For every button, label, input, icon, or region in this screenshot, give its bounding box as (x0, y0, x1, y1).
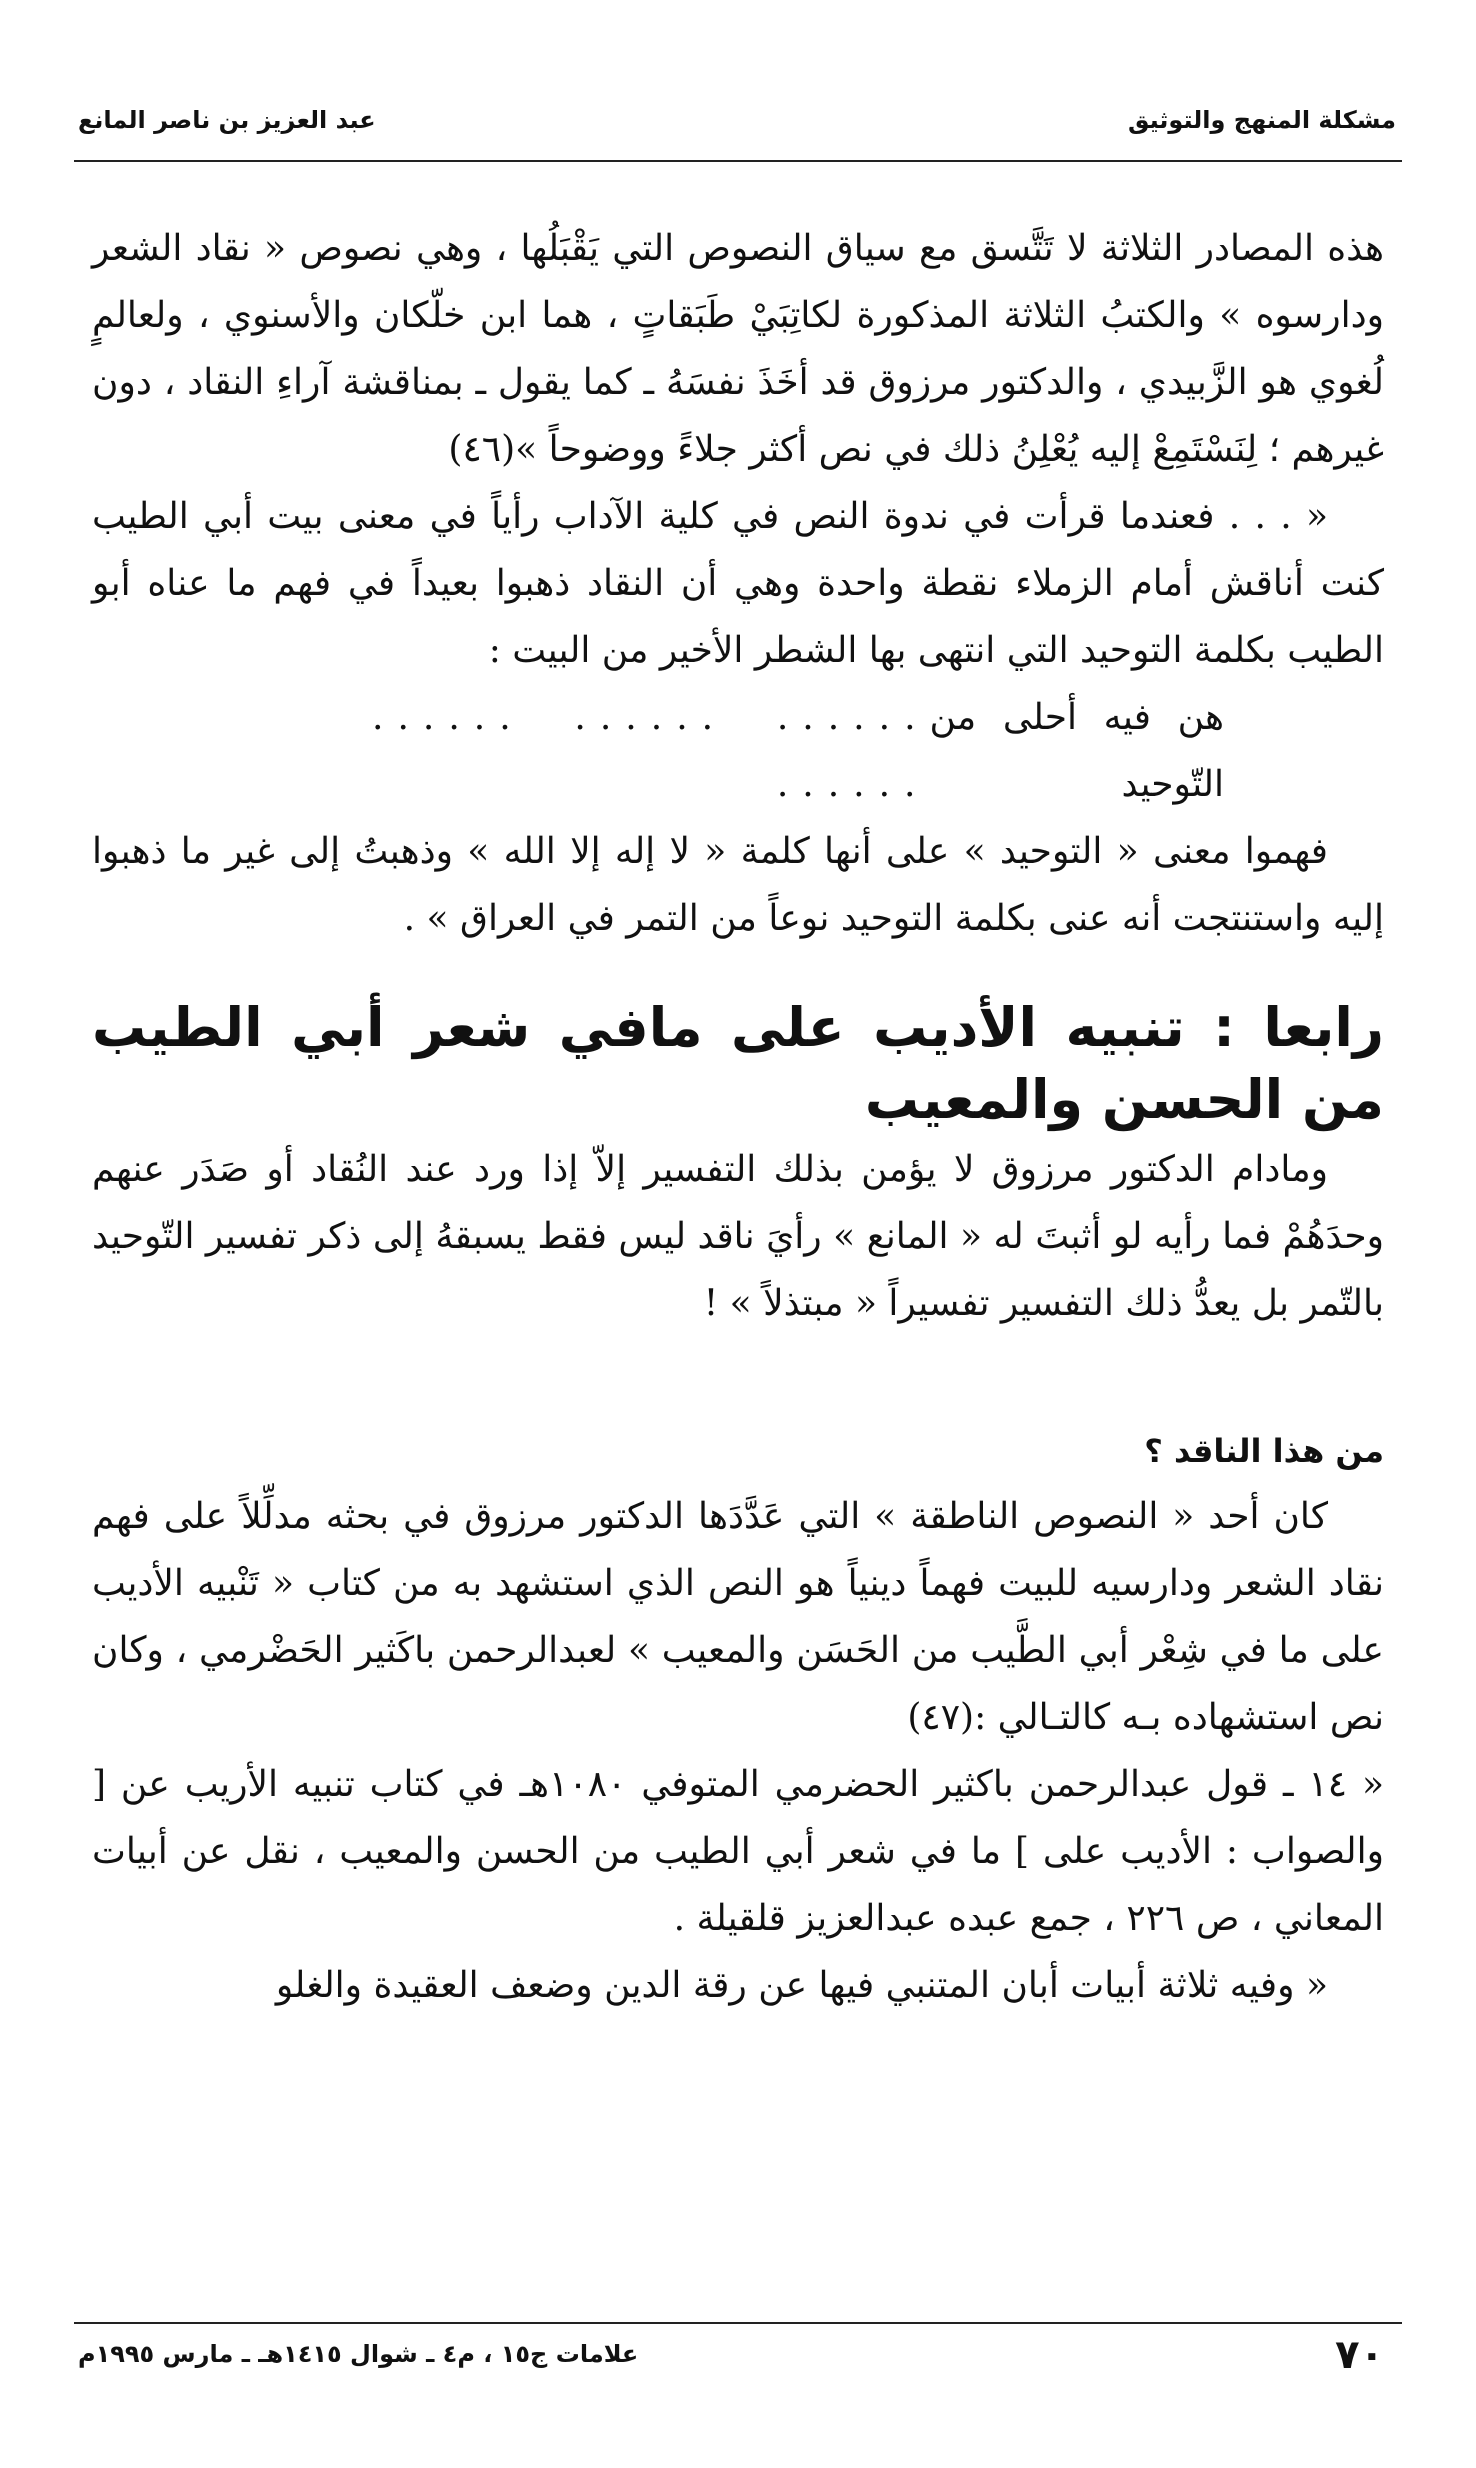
paragraph-critic: كان أحد « النصوص الناطقة » التي عَدَّدَها الدكتور مرزوق في بحثه مدلِّلاً على فهم نقاد الشعر ودارسيه للبيت فهماً دينياً هو النص الذي استشهد به من كتاب « تَنْبيه الأديب على ما في شِعْر أبي الطَّيب من الحَسَن والمعيب » لعبدالرحمن باكَثير الحَضْرمي ، وكان نص استشهاده بـه كالتـالي :(٤٧) (92, 1496, 1384, 1738)
paragraph-quote-continued: فهموا معنى « التوحيد » على أنها كلمة « لا إله إلا الله » وذهبتُ إلى غير ما ذهبوا إليه واستنتجت أنه عنى بكلمة التوحيد نوعاً من التمر في العراق » . (92, 831, 1384, 939)
subheading: من هذا الناقد ؟ (1144, 1432, 1384, 1470)
page-footer (78, 2332, 1384, 2386)
paragraph-closing: « وفيه ثلاثة أبيات أبان المتنبي فيها عن رقة الدين وضعف العقيدة والغلو (275, 1965, 1328, 2006)
page-number: ٧٠ (1335, 2332, 1384, 2378)
paragraph-citation: « ١٤ ـ قول عبدالرحمن باكثير الحضرمي المتوفي ١٠٨٠هـ في كتاب تنبيه الأريب عن [ والصواب : الأديب على ] ما في شعر أبي الطيب من الحسن والمعيب ، نقل عن أبيات المعاني ، ص ٢٢٦ ، جمع عبده عبدالعزيز قلقيلة . (92, 1764, 1384, 1939)
verse-line (92, 684, 1384, 818)
header-rule (74, 160, 1402, 162)
verse-ellipsis: ...... ...... ...... ...... (372, 697, 930, 805)
section-heading: رابعا : تنبيه الأديب على مافي شعر أبي الطيب من الحسن والمعيب (92, 996, 1384, 1131)
running-title: مشكلة المنهج والتوثيق (1127, 106, 1396, 134)
paragraph-intro: هذه المصادر الثلاثة لا تَتَّسق مع سياق النصوص التي يَقْبَلُها ، وهي نصوص « نقاد الشعر ودارسوه » والكتبُ الثلاثة المذكورة لكاتِبَيْ طَبَقاتٍ ، هما ابن خلّكان والأسنوي ، ولعالمٍ لُغوي هو الزَّبيدي ، والدكتور مرزوق قد أخَذَ نفسَهُ ـ كما يقول ـ بمناقشة آراءِ النقاد ، دون غيرهم ؛ لِنَسْتَمِعْ إليه يُعْلِنُ ذلك في نص أكثر جلاءً ووضوحاً »(٤٦) (92, 228, 1384, 470)
author-name: عبد العزيز بن ناصر المانع (78, 106, 376, 134)
paragraph-quote: « . . . فعندما قرأت في ندوة النص في كلية الآداب رأياً في معنى بيت أبي الطيب كنت أناقش أمام الزملاء نقطة واحدة وهي أن النقاد ذهبوا بعيداً في فهم ما عناه أبو الطيب بكلمة التوحيد التي انتهى بها الشطر الأخير من البيت : (92, 496, 1384, 671)
journal-citation: علامات ج١٥ ، م٤ ـ شوال ١٤١٥هـ ـ مارس ١٩٩٥م (78, 2340, 639, 2368)
running-header (78, 102, 1396, 146)
paragraph-section: ومادام الدكتور مرزوق لا يؤمن بذلك التفسير إلاّ إذا ورد عند النُقاد أو صَدَر عنهم وحدَهُمْ فما رأيه لو أثبتَ له « المانع » رأيَ ناقد ليس فقط يسبقهُ إلى ذكر تفسير التّوحيد بالتّمر بل يعدُّ ذلك التفسير تفسيراً « مبتذلاً » ! (92, 1149, 1384, 1324)
article-body (92, 215, 1384, 2019)
verse-text: هن فيه أحلى من التّوحيد (929, 697, 1224, 805)
footer-rule (74, 2322, 1402, 2324)
